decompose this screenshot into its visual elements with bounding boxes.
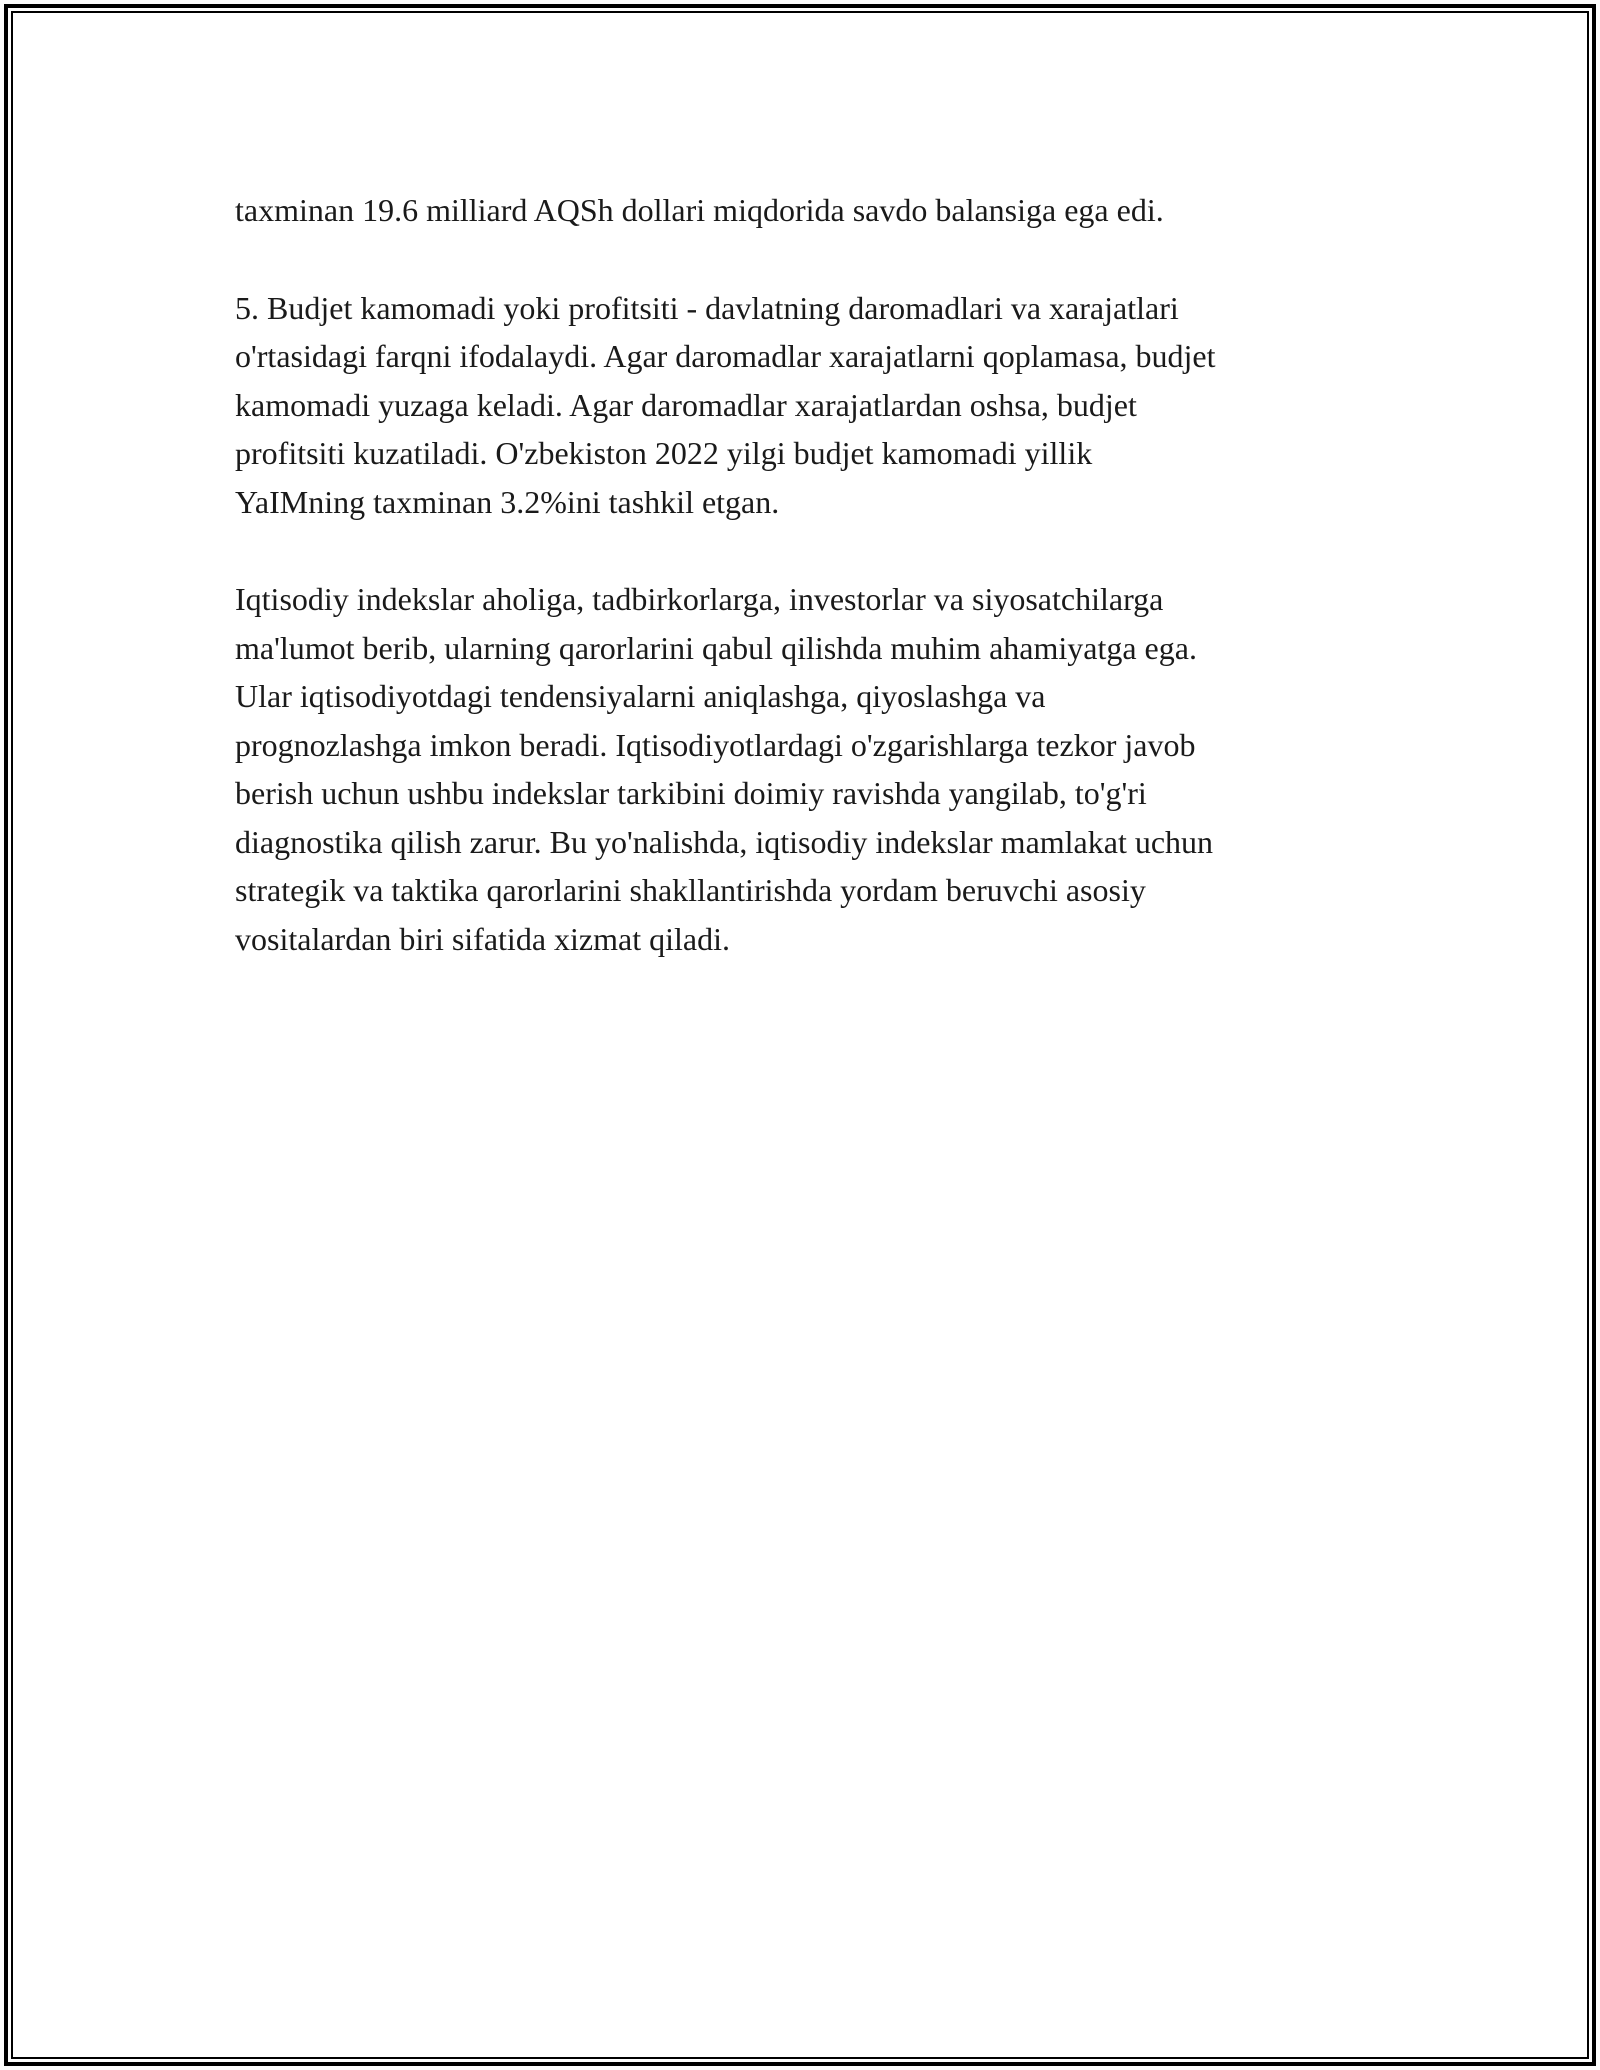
text-line: prognozlashga imkon beradi. Iqtisodiyotlardagi o'zgarishlarga tezkor javob <box>235 726 1196 763</box>
text-line: YaIMning taxminan 3.2%ini tashkil etgan. <box>235 483 780 520</box>
document-body <box>235 186 1385 1012</box>
paragraph-conclusion <box>235 575 1385 963</box>
text-line: Iqtisodiy indekslar aholiga, tadbirkorlarga, investorlar va siyosatchilarga <box>235 581 1164 617</box>
paragraph-trade-balance <box>235 186 1385 235</box>
text-line: diagnostika qilish zarur. Bu yo'nalishda, iqtisodiy indekslar mamlakat uchun <box>235 823 1214 860</box>
text-line: berish uchun ushbu indekslar tarkibini doimiy ravishda yangilab, to'g'ri <box>235 775 1147 811</box>
paragraph-budget-deficit <box>235 284 1385 527</box>
text-line: o'rtasidagi farqni ifodalaydi. Agar daromadlar xarajatlarni qoplamasa, budjet <box>235 338 1216 374</box>
text-line: strategik va taktika qarorlarini shakllantirishda yordam beruvchi asosiy <box>235 872 1146 908</box>
text-line: vositalardan biri sifatida xizmat qiladi. <box>235 920 730 957</box>
text-line: kamomadi yuzaga keladi. Agar daromadlar xarajatlardan oshsa, budjet <box>235 386 1137 423</box>
text-line: taxminan 19.6 milliard AQSh dollari miqdorida savdo balansiga ega edi. <box>235 192 1164 228</box>
text-line: 5. Budjet kamomadi yoki profitsiti - davlatning daromadlari va xarajatlari <box>235 289 1179 326</box>
text-line: profitsiti kuzatiladi. O'zbekiston 2022 yilgi budjet kamomadi yillik <box>235 435 1093 471</box>
text-line: ma'lumot berib, ularning qarorlarini qabul qilishda muhim ahamiyatga ega. <box>235 629 1197 666</box>
text-line: Ular iqtisodiyotdagi tendensiyalarni aniqlashga, qiyoslashga va <box>235 678 1046 714</box>
